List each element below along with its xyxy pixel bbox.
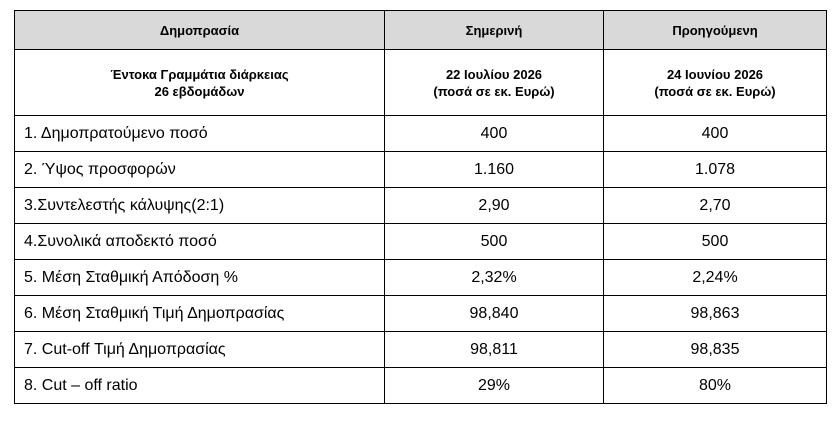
row-label: 6. Μέση Σταθμική Τιμή Δημοπρασίας — [15, 296, 385, 332]
row-previous-value: 500 — [604, 224, 827, 260]
table-row — [15, 296, 827, 332]
table-row — [15, 368, 827, 404]
table-row — [15, 332, 827, 368]
table-row — [15, 152, 827, 188]
subheader-current-date — [385, 50, 604, 116]
subheader-row — [15, 50, 827, 116]
table-row — [15, 188, 827, 224]
row-label: 4.Συνολικά αποδεκτό ποσό — [15, 224, 385, 260]
table-row — [15, 260, 827, 296]
current-units: (ποσά σε εκ. Ευρώ) — [433, 83, 555, 99]
auction-results-table — [14, 10, 827, 404]
row-current-value: 29% — [385, 368, 604, 404]
row-previous-value: 98,835 — [604, 332, 827, 368]
row-previous-value: 80% — [604, 368, 827, 404]
current-date: 22 Ιουλίου 2026 — [445, 66, 543, 82]
row-previous-value: 98,863 — [604, 296, 827, 332]
row-current-value: 400 — [385, 116, 604, 152]
previous-date: 24 Ιουνίου 2026 — [666, 66, 764, 82]
row-current-value: 1.160 — [385, 152, 604, 188]
row-current-value: 98,811 — [385, 332, 604, 368]
subheader-instrument — [15, 50, 385, 116]
row-current-value: 2,90 — [385, 188, 604, 224]
row-previous-value: 400 — [604, 116, 827, 152]
table-row — [15, 116, 827, 152]
row-label: 8. Cut – off ratio — [15, 368, 385, 404]
row-label: 7. Cut-off Τιμή Δημοπρασίας — [15, 332, 385, 368]
row-current-value: 500 — [385, 224, 604, 260]
row-current-value: 98,840 — [385, 296, 604, 332]
header-current: Σημερινή — [385, 11, 604, 50]
instrument-name: Έντοκα Γραμμάτια διάρκειας — [110, 66, 289, 82]
instrument-duration: 26 εβδομάδων — [154, 83, 245, 99]
subheader-previous-date — [604, 50, 827, 116]
header-row — [15, 11, 827, 50]
previous-units: (ποσά σε εκ. Ευρώ) — [654, 83, 776, 99]
row-label: 1. Δημοπρατούμενο ποσό — [15, 116, 385, 152]
row-label: 5. Μέση Σταθμική Απόδοση % — [15, 260, 385, 296]
row-previous-value: 1.078 — [604, 152, 827, 188]
header-previous: Προηγούμενη — [604, 11, 827, 50]
table-row — [15, 224, 827, 260]
row-previous-value: 2,70 — [604, 188, 827, 224]
row-label: 3.Συντελεστής κάλυψης(2:1) — [15, 188, 385, 224]
row-current-value: 2,32% — [385, 260, 604, 296]
row-previous-value: 2,24% — [604, 260, 827, 296]
row-label: 2. Ύψος προσφορών — [15, 152, 385, 188]
header-auction: Δημοπρασία — [15, 11, 385, 50]
